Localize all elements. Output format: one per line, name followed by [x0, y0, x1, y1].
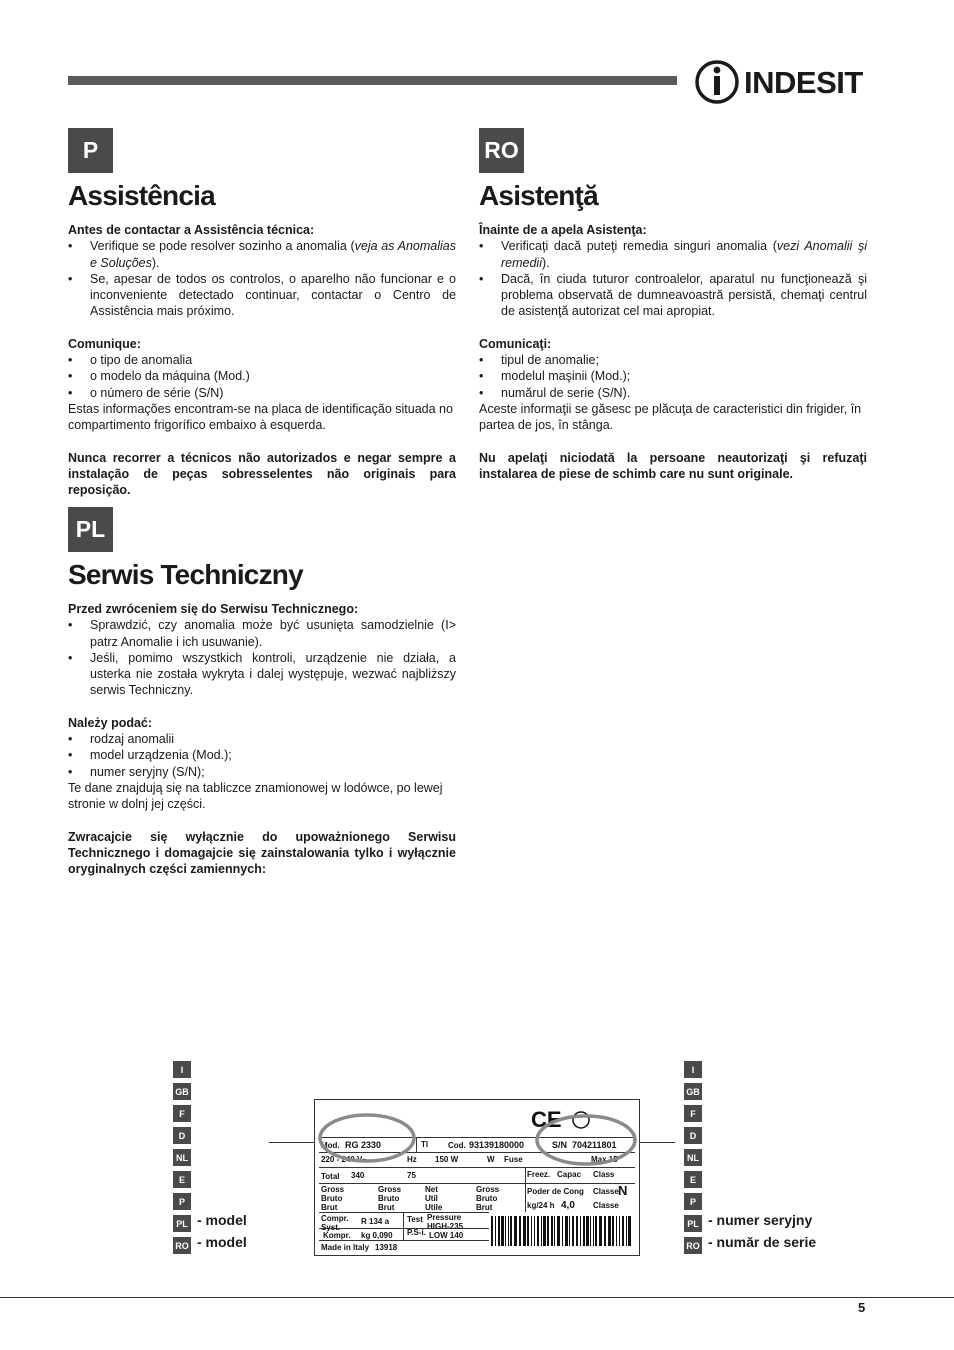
left-lang-label-ro: RO: [173, 1237, 191, 1254]
intro-heading: Înainte de a apela Asistenţa:: [479, 223, 647, 237]
section-body-pl: [68, 601, 456, 877]
list-item: • rodzaj anomalii: [68, 731, 456, 747]
list-item: • Jeśli, pomimo wszystkich kontroli, urządzenie nie działa, a usterka nie została wykryta i dalej występuje, wezwać najbliższy serwis Techniczny.: [68, 650, 456, 699]
info-list: [479, 352, 867, 401]
list-item: • numărul de serie (S/N).: [479, 385, 867, 401]
logo-mark-icon: [694, 59, 742, 105]
left-lang-label-pl: PL: [173, 1215, 191, 1232]
language-badge-ro: RO: [479, 128, 524, 173]
left-lang-label-i: I: [173, 1061, 191, 1078]
model-highlight-oval: [320, 1115, 414, 1161]
communicate-heading: Comunicaţi:: [479, 336, 552, 351]
list-item: • o modelo da máquina (Mod.): [68, 368, 456, 384]
left-lang-label-gb: GB: [173, 1083, 191, 1100]
list-item: • Sprawdzić, czy anomalia może być usunięta samodzielnie (I> patrz Anomalie i ich usuwanie).: [68, 617, 456, 650]
intro-heading: Antes de contactar a Assistência técnica:: [68, 223, 315, 237]
left-lang-label-nl: NL: [173, 1149, 191, 1166]
left-label-text-pl: - model: [197, 1212, 247, 1228]
right-lang-label-i: I: [684, 1061, 702, 1078]
right-label-text-ro: - număr de serie: [708, 1234, 817, 1250]
list-item: • Verifique se pode resolver sozinho a anomalia (veja as Anomalias e Soluções).: [68, 238, 456, 271]
model-value: RG 2330: [345, 1140, 382, 1150]
left-label-text-ro: - model: [197, 1234, 247, 1250]
header-bar: [68, 76, 677, 85]
section-title-pl: Serwis Techniczny: [68, 559, 303, 590]
list-item: • Verificaţi dacă puteţi remedia singuri anomalia (vezi Anomalii şi remedii).: [479, 238, 867, 271]
serial-number-value: 704211801: [572, 1140, 617, 1150]
info-text: Te dane znajdują się na tabliczce znamionowej w lodówce, po lewej stronie w dolnj jej części.: [68, 780, 443, 812]
list-item: • Dacă, în ciuda tuturor controalelor, aparatul nu funcţionează şi problema observată de dumneavoastră persistă, chemaţi centrul de asistenţă autorizat cel mai apropiat.: [479, 271, 867, 320]
indesit-logo: [694, 59, 872, 105]
check-list: [479, 238, 867, 319]
info-text: Aceste informaţii se găsesc pe plăcuţa de caracteristici din frigider, în partea de jos, în stânga.: [479, 401, 862, 433]
info-list: [68, 731, 456, 780]
right-lang-label-e: E: [684, 1171, 702, 1188]
right-lang-label-p: P: [684, 1193, 702, 1210]
language-badge-p: P: [68, 128, 113, 173]
warning-text: Zwracajcie się wyłącznie do upoważnionego Serwisu Technicznego i domagajcie się zainstalowania tylko i wyłącznie oryginalnych części zamiennych:: [68, 829, 456, 877]
right-label-text-pl: - numer seryjny: [708, 1212, 813, 1228]
list-item: • Se, apesar de todos os controlos, o aparelho não funcionar e o inconveniente detectado continuar, contactar o Centro de Assistência mais próximo.: [68, 271, 456, 320]
info-list: [68, 352, 456, 401]
footer-rule: [0, 1297, 954, 1298]
section-body-ro: [479, 222, 867, 482]
svg-text:CE: CE: [531, 1107, 562, 1131]
section-body-p: [68, 222, 456, 498]
right-lang-label-pl: PL: [684, 1215, 702, 1232]
brand-name: INDESIT: [744, 65, 863, 100]
section-title-p: Assistência: [68, 180, 215, 211]
right-lang-label-gb: GB: [684, 1083, 702, 1100]
list-item: • tipul de anomalie;: [479, 352, 867, 368]
highlight-ovals: [300, 1105, 660, 1175]
communicate-heading: Należy podać:: [68, 715, 153, 730]
list-item: • o número de série (S/N): [68, 385, 456, 401]
warning-text: Nu apelaţi niciodată la persoane neautorizaţi şi refuzaţi instalarea de piese de schimb care nu sunt originale.: [479, 450, 867, 481]
right-lang-label-f: F: [684, 1105, 702, 1122]
right-lang-label-d: D: [684, 1127, 702, 1144]
left-lang-label-e: E: [173, 1171, 191, 1188]
communicate-heading: Comunique:: [68, 336, 141, 351]
rating-plate: CE Mod. RG 2330 Tl Cod. 93139180000 S/N 704211801 220 - 240 V~ Hz 150 W W Fuse Max 15 Total 340 75 Freez. Capac Class Gross Bruto Brut Gross Bruto Brut Net Util Utile Gross Bruto Brut Poder de Cong Classe N kg/24 h 4,0 Classe Compr. Syst. R 134 a Test Pressure HIGH-235 Kompr. kg 0,090 P.S-i. LOW 140 Made in Italy 13918: [314, 1099, 640, 1256]
check-list: [68, 617, 456, 698]
list-item: • o tipo de anomalia: [68, 352, 456, 368]
warning-text: Nunca recorrer a técnicos não autorizados e negar sempre a instalação de peças sobresselentes não originais para reposição.: [68, 450, 456, 498]
page-number: 5: [858, 1300, 866, 1315]
left-lang-label-f: F: [173, 1105, 191, 1122]
check-list: [68, 238, 456, 319]
language-badge-pl: PL: [68, 507, 113, 552]
list-item: • model urządzenia (Mod.);: [68, 747, 456, 763]
barcode-icon: [489, 1214, 635, 1250]
serial-highlight-oval: [537, 1116, 635, 1164]
list-item: • numer seryjny (S/N);: [68, 764, 456, 780]
right-lang-label-nl: NL: [684, 1149, 702, 1166]
info-text: Estas informações encontram-se na placa de identificação situada no compartimento frigorífico embaixo à esquerda.: [68, 401, 453, 433]
intro-heading: Przed zwróceniem się do Serwisu Technicznego:: [68, 602, 359, 616]
section-title-ro: Asistenţă: [479, 180, 598, 211]
right-lang-label-ro: RO: [684, 1237, 702, 1254]
list-item: • modelul maşinii (Mod.);: [479, 368, 867, 384]
left-lang-label-d: D: [173, 1127, 191, 1144]
left-lang-label-p: P: [173, 1193, 191, 1210]
